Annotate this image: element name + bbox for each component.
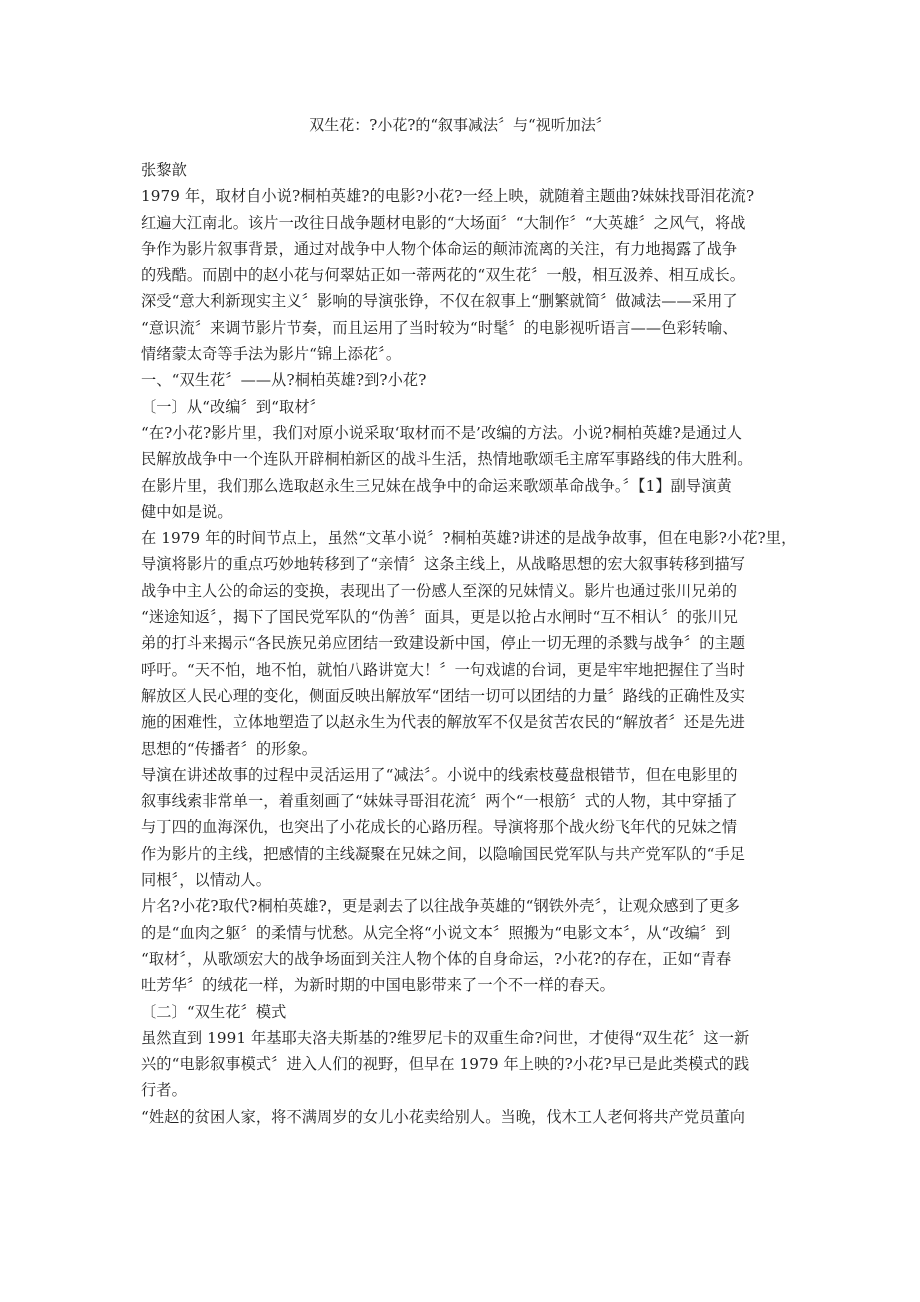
text-line: “取材〞，从歌颂宏大的战争场面到关注人物个体的自身命运，?小花?的存在，正如“青春 [141,949,732,968]
text-line: “姓赵的贫困人家，将不满周岁的女儿小花卖给别人。当晚，伐木工人老何将共产党员董向 [141,1107,746,1126]
text-line: 民解放战争中一个连队开辟桐柏新区的战斗生活，热情地歌颂毛主席军事路线的伟大胜利。 [141,450,753,469]
text-line: 作为影片的主线，把感情的主线凝聚在兄妹之间，以隐喻国民党军队与共产党军队的“手足 [141,844,746,863]
text-line: 导演将影片的重点巧妙地转移到了“亲情〞这条主线上，从战略思想的宏大叙事转移到描写 [141,555,746,574]
text-line: “在?小花?影片里，我们对原小说采取‘取材而不是’改编的方法。小说?桐柏英雄?是通过人 [141,423,743,442]
document-body [141,157,821,1130]
text-line: 〔二〕“双生花〞模式 [141,1002,287,1021]
text-line: 红遍大江南北。该片一改往日战争题材电影的“大场面〞“大制作〞“大英雄〞之风气，将战 [141,213,746,232]
text-line: 呼吁。“天不怕，地不怕，就怕八路讲宽大！〞一句戏谑的台词，更是牢牢地把握住了当时 [141,660,746,679]
text-line: 吐芳华〞的绒花一样，为新时期的中国电影带来了一个不一样的春天。 [141,976,615,995]
text-line: 导演在讲述故事的过程中灵活运用了“减法〞。小说中的线索枝蔓盘根错节，但在电影里的 [141,765,738,784]
text-line: 一、“双生花〞——从?桐柏英雄?到?小花? [141,371,427,390]
text-line: “意识流〞来调节影片节奏，而且运用了当时较为“时髦〞的电影视听语言——色彩转喻、 [141,318,738,337]
text-line: 叙事线索非常单一，着重刻画了“妹妹寻哥泪花流〞两个“一根筋〞式的人物，其中穿插了 [141,792,738,811]
text-line: 〔一〕从“改编〞到“取材〞 [141,397,325,416]
text-line: 情绪蒙太奇等手法为影片“锦上添花〞。 [141,345,402,364]
text-line: 在影片里，我们那么选取赵永生三兄妹在战争中的命运来歌颂革命战争。〞【1】副导演黄 [141,476,732,495]
document-title: 双生花：?小花?的“叙事减法〞与“视听加法〞 [309,116,611,134]
text-line: 战争中主人公的命运的变换，表现出了一份感人至深的兄妹情义。影片也通过张川兄弟的 [141,581,738,600]
text-line: 施的困难性，立体地塑造了以赵永生为代表的解放军不仅是贫苦农民的“解放者〞还是先进 [141,713,746,732]
text-line: 片名?小花?取代?桐柏英雄?，更是剥去了以往战争英雄的“钢铁外壳〞，让观众感到了更多 [141,897,740,916]
text-line: 深受“意大利新现实主义〞影响的导演张铮，不仅在叙事上“删繁就简〞做减法——采用了 [141,292,738,311]
text-line: 弟的打斗来揭示“各民族兄弟应团结一致建设新中国，停止一切无理的杀戮与战争〞的主题 [141,634,746,653]
text-line: 争作为影片叙事背景，通过对战争中人物个体命运的颠沛流离的关注，有力地揭露了战争 [141,239,738,258]
text-line: 的残酷。而剧中的赵小花与何翠姑正如一蒂两花的“双生花〞一般，相互汲养、相互成长。 [141,266,746,285]
text-line: 的是“血肉之躯〞的柔情与忧愁。从完全将“小说文本〞照搬为“电影文本〞，从“改编〞到 [141,923,731,942]
text-line: 健中如是说。 [141,502,233,521]
text-line: 同根〞，以情动人。 [141,871,271,890]
text-line: 虽然直到 1991 年基耶夫洛夫斯基的?维罗尼卡的双重生命?问世，才使得“双生花〞这一新 [141,1028,750,1047]
text-line: “迷途知返〞，揭下了国民党军队的“伪善〞面具，更是以抢占水闸时“互不相认〞的张川兄 [141,608,738,627]
text-line: 解放区人民心理的变化，侧面反映出解放军“团结一切可以团结的力量〞路线的正确性及实 [141,686,746,705]
text-line: 行者。 [141,1081,187,1100]
text-line: 思想的“传播者〞的形象。 [141,739,318,758]
text-line: 与丁四的血海深仇，也突出了小花成长的心路历程。导演将那个战火纷飞年代的兄妹之情 [141,818,738,837]
author-line: 张黎歆 [141,161,187,179]
text-line: 在 1979 年的时间节点上，虽然“文革小说〞?桐柏英雄?讲述的是战争故事，但在电影?小花?里， [141,529,797,548]
text-line: 兴的“电影叙事模式〞进入人们的视野，但早在 1979 年上映的?小花?早已是此类模式的践 [141,1055,750,1074]
text-line: 1979 年，取材自小说?桐柏英雄?的电影?小花?一经上映，就随着主题曲?妹妹找哥泪花流? [141,187,755,206]
